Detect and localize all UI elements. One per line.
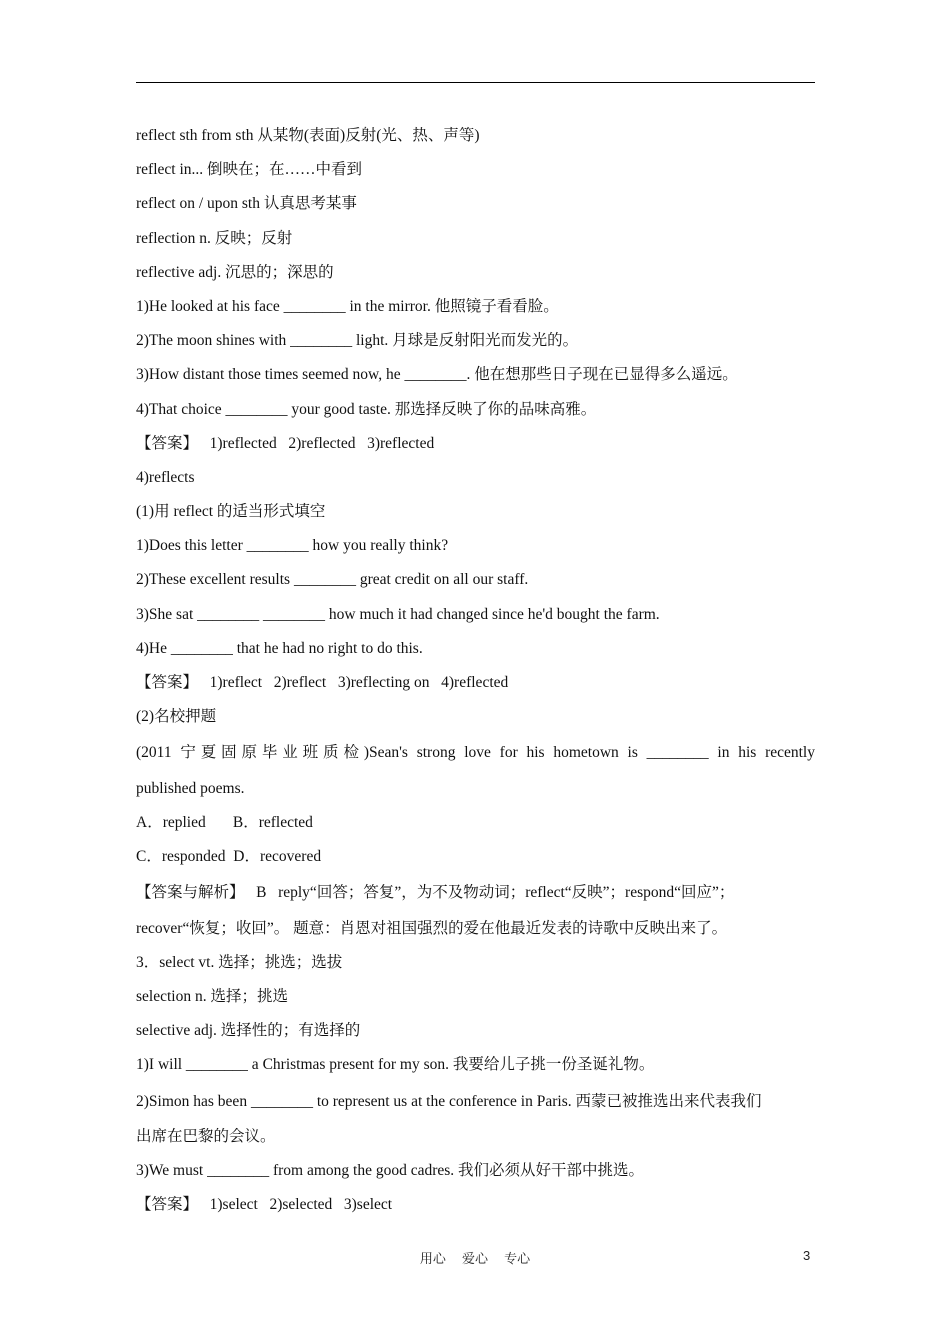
section-heading: (1)用 reflect 的适当形式填空 <box>136 503 326 521</box>
exercise-line: 4)That choice ________ your good taste. 那选择反映了你的品味高雅。 <box>136 400 597 418</box>
analysis-line: recover“恢复；收回”。 题意：肖恩对祖国强烈的爱在他最近发表的诗歌中反映出来了。 <box>136 919 728 937</box>
answer-line: 【答案】 1)reflected 2)reflected 3)reflected <box>136 434 435 452</box>
answer-line: 【答案】 1)reflect 2)reflect 3)reflecting on 4)reflected <box>136 674 509 691</box>
choice-line: C．responded D．recovered <box>136 848 322 866</box>
exercise-line: 2)The moon shines with ________ light. 月球是反射阳光而发光的。 <box>136 332 579 350</box>
exercise-line: 1)I will ________ a Christmas present for my son. 我要给儿子挑一份圣诞礼物。 <box>136 1056 655 1074</box>
text-line: reflection n. 反映；反射 <box>136 229 293 247</box>
exercise-line: 2)Simon has been ________ to represent us at the conference in Paris. 西蒙已被推选出来代表我们 <box>136 1092 762 1110</box>
analysis-line: 【答案与解析】 B reply“回答；答复”，为不及物动词；reflect“反映”；respond“回应”； <box>136 884 735 902</box>
text-line: reflective adj. 沉思的；深思的 <box>136 263 334 281</box>
question-stem: published poems. <box>136 779 245 797</box>
document-body <box>136 119 815 1223</box>
exercise-line: 4)He ________ that he had no right to do this. <box>136 639 423 657</box>
footer-motto: 用心 爱心 专心 <box>419 1252 531 1267</box>
exercise-line: 1)Does this letter ________ how you really think? <box>136 537 449 555</box>
exercise-line: 2)These excellent results ________ great credit on all our staff. <box>136 571 529 589</box>
text-line: reflect sth from sth 从某物(表面)反射(光、热、声等) <box>136 127 480 144</box>
exercise-line: 3)We must ________ from among the good cadres. 我们必须从好干部中挑选。 <box>136 1162 645 1180</box>
exercise-line: 出席在巴黎的会议。 <box>136 1128 276 1146</box>
text-line: selective adj. 选择性的；有选择的 <box>136 1022 361 1040</box>
answer-line: 【答案】 1)select 2)selected 3)select <box>136 1196 393 1214</box>
section-heading: (2)名校押题 <box>136 708 217 726</box>
text-line: reflect in... 倒映在；在……中看到 <box>136 161 363 179</box>
exercise-line: 3)How distant those times seemed now, he ________. 他在想那些日子现在已显得多么遥远。 <box>136 366 738 384</box>
question-stem: (2011 宁夏固原毕业班质检)Sean's strong love for his hometown is ________ in his recently <box>136 744 815 762</box>
page-number: 3 <box>803 1248 811 1263</box>
exercise-line: 3)She sat ________ ________ how much it had changed since he'd bought the farm. <box>136 605 660 623</box>
text-line: 3．select vt. 选择；挑选；选拔 <box>136 953 343 971</box>
header-rule <box>136 82 815 83</box>
exercise-line: 1)He looked at his face ________ in the mirror. 他照镜子看看脸。 <box>136 297 559 315</box>
text-line: reflect on / upon sth 认真思考某事 <box>136 195 357 213</box>
choice-line: A．replied B．reflected <box>136 813 313 831</box>
text-line: selection n. 选择；挑选 <box>136 988 288 1006</box>
answer-line: 4)reflects <box>136 468 195 486</box>
